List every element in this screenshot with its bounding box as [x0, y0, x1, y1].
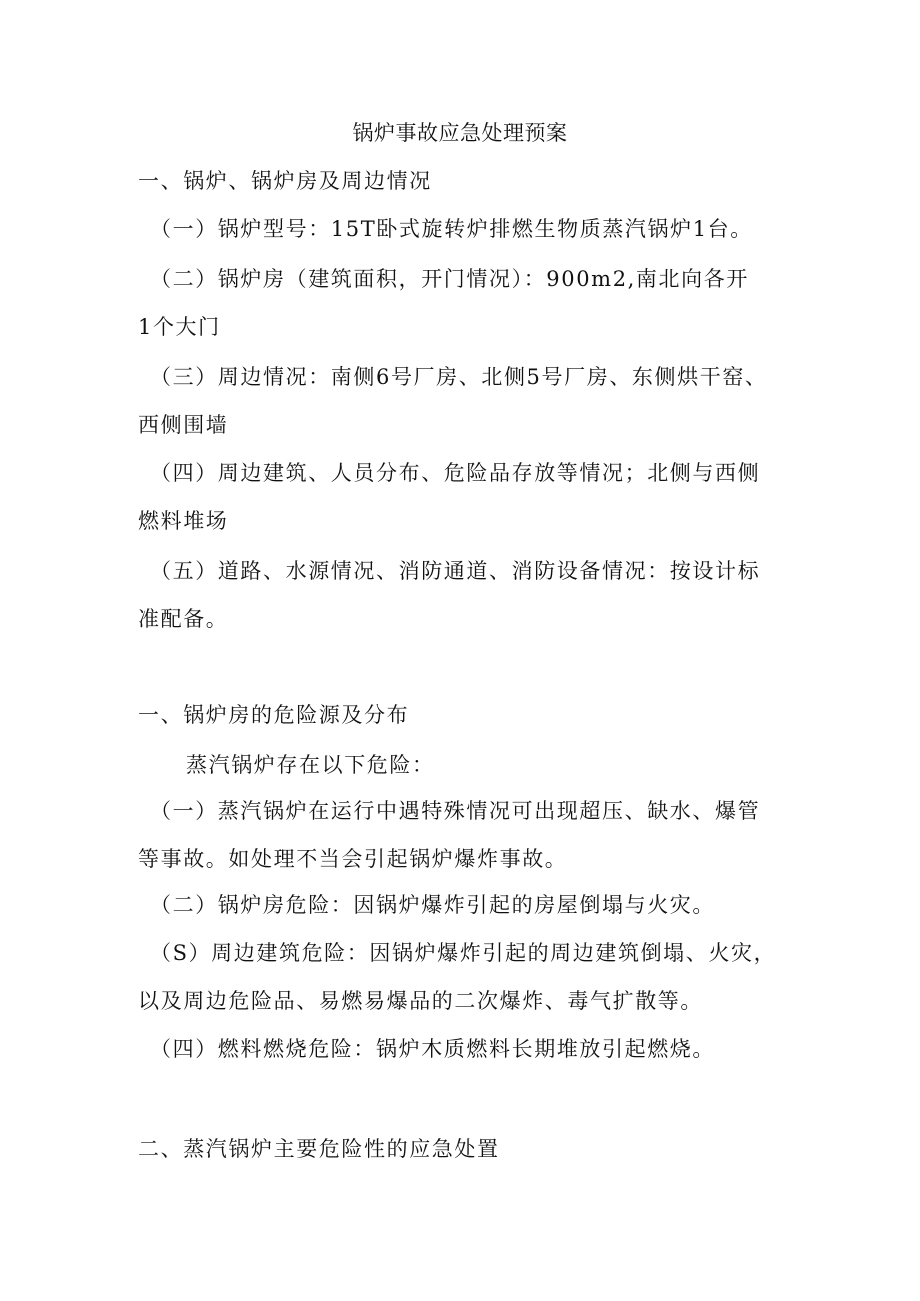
paragraph-steam-boiler-cont: 等事故。如处理不当会引起锅炉爆炸事故。 — [138, 847, 568, 871]
section-heading-2: 一、锅炉房的危险源及分布 — [138, 703, 410, 727]
section-heading-3: 二、蒸汽锅炉主要危险性的应急处置 — [138, 1137, 500, 1161]
paragraph-roads: （五）道路、水源情况、消防通道、消防设备情况：按设计标 — [150, 559, 761, 583]
paragraph-intro: 蒸汽锅炉存在以下危险： — [186, 753, 435, 777]
section-heading-1: 一、锅炉、锅炉房及周边情况 — [138, 169, 432, 193]
paragraph-surroundings-cont: 西侧围墙 — [138, 413, 229, 437]
paragraph-building-hazard: （S）周边建筑危险：因锅炉爆炸引起的周边建筑倒塌、火灾， — [150, 941, 777, 965]
paragraph-buildings-cont: 燃料堆场 — [138, 509, 229, 533]
document-title: 锅炉事故应急处理预案 — [352, 121, 568, 145]
paragraph-surroundings: （三）周边情况：南侧6号厂房、北侧5号厂房、东侧烘干窑、 — [150, 365, 768, 389]
paragraph-roads-cont: 准配备。 — [138, 607, 229, 631]
paragraph-fuel-hazard: （四）燃料燃烧危险：锅炉木质燃料长期堆放引起燃烧。 — [150, 1037, 715, 1061]
paragraph-boiler-model: （一）锅炉型号：15T卧式旋转炉排燃生物质蒸汽锅炉1台。 — [150, 217, 753, 241]
paragraph-steam-boiler: （一）蒸汽锅炉在运行中遇特殊情况可出现超压、缺水、爆管 — [150, 799, 761, 823]
paragraph-boiler-room-hazard: （二）锅炉房危险：因锅炉爆炸引起的房屋倒塌与火灾。 — [150, 893, 715, 917]
paragraph-buildings: （四）周边建筑、人员分布、危险品存放等情况；北侧与西侧 — [150, 461, 761, 485]
paragraph-boiler-room-cont: 1个大门 — [138, 315, 221, 339]
paragraph-boiler-room: （二）锅炉房（建筑面积，开门情况）：900m2,南北向各开 — [150, 267, 749, 291]
paragraph-building-hazard-cont: 以及周边危险品、易燃易爆品的二次爆炸、毒气扩散等。 — [138, 989, 703, 1013]
